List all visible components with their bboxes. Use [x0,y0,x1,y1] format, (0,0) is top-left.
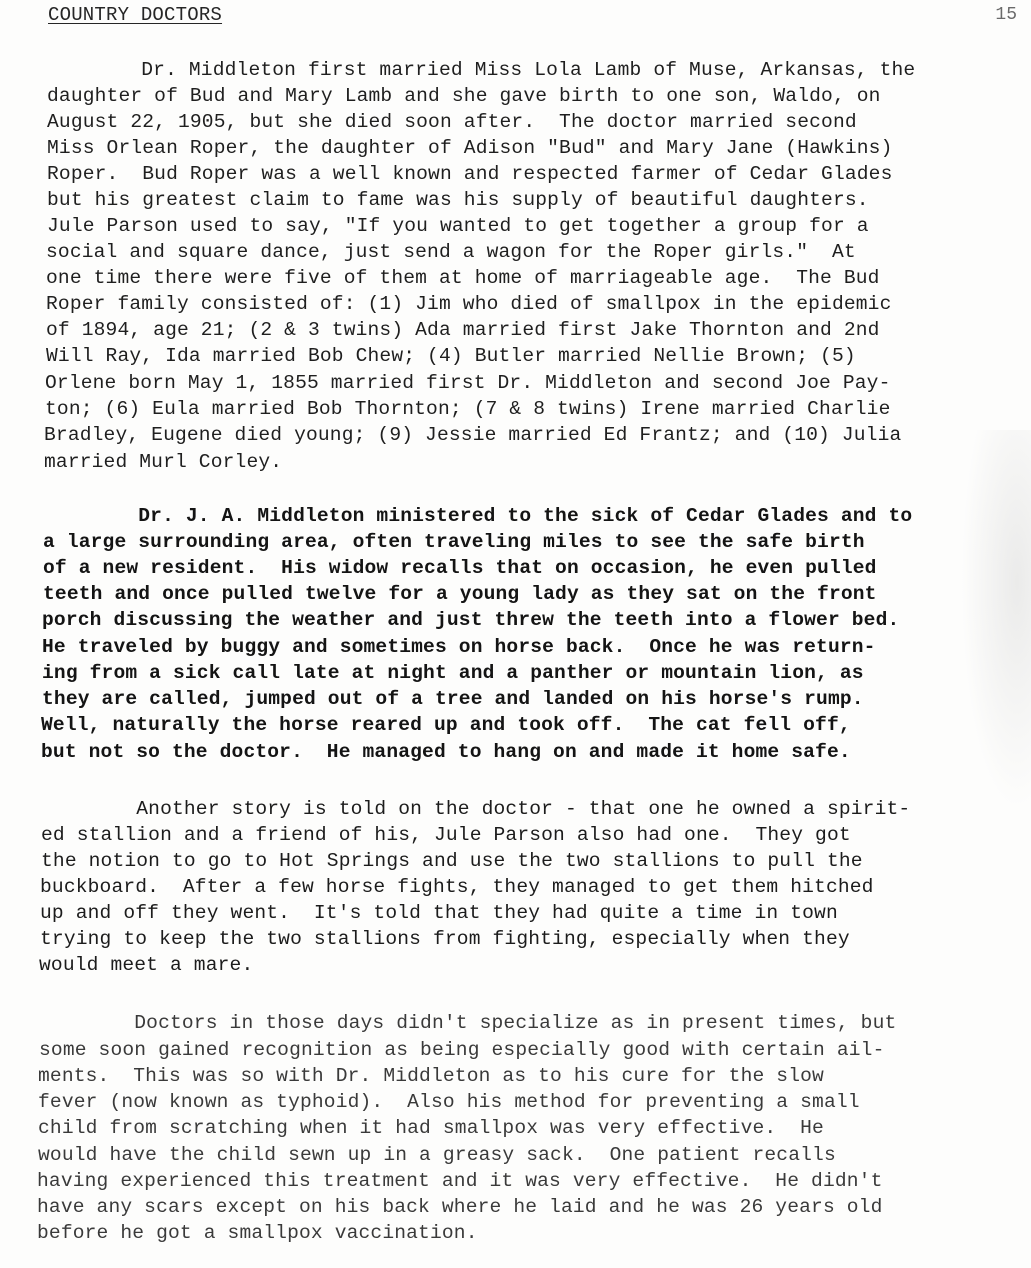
text-line: Doctors in those days didn't specialize as in present times, but [39,1012,897,1034]
text-line: but not so the doctor. He managed to hang on and made it home safe. [41,741,851,763]
text-line: Orlene born May 1, 1855 married first Dr. Middleton and second Joe Pay- [45,372,891,394]
text-line: they are called, jumped out of a tree and landed on his horse's rump. [42,688,864,710]
page-number: 15 [995,5,1017,25]
text-line: would meet a mare. [39,954,254,976]
text-line: married Murl Corley. [44,451,283,473]
text-line: but his greatest claim to fame was his supply of beautiful daughters. [47,189,869,211]
text-line: Bradley, Eugene died young; (9) Jessie married Ed Frantz; and (10) Julia [44,424,902,446]
text-line: social and square dance, just send a wagon for the Roper girls." At [46,241,856,263]
text-line: teeth and once pulled twelve for a young lady as they sat on the front [43,583,877,605]
text-line: before he got a smallpox vaccination. [37,1222,478,1244]
text-line: daughter of Bud and Mary Lamb and she gave birth to one son, Waldo, on [47,85,881,107]
text-line: Will Ray, Ida married Bob Chew; (4) Butler married Nellie Brown; (5) [46,345,856,367]
text-line: August 22, 1905, but she died soon after. The doctor married second [47,111,857,133]
photocopy-smudge [961,430,1031,810]
text-line: of 1894, age 21; (2 & 3 twins) Ada married first Jake Thornton and 2nd [46,319,880,341]
text-line: Roper. Bud Roper was a well known and respected farmer of Cedar Glades [47,163,893,185]
text-line: Well, naturally the horse reared up and took off. The cat fell off, [41,714,851,736]
text-line: Jule Parson used to say, "If you wanted to get together a group for a [47,215,869,237]
text-line: have any scars except on his back where he laid and he was 26 years old [37,1196,883,1218]
text-line: Roper family consisted of: (1) Jim who died of smallpox in the epidemic [46,293,892,315]
text-line: having experienced this treatment and it was very effective. He didn't [37,1170,883,1192]
text-line: Dr. J. A. Middleton ministered to the sick of Cedar Glades and to [43,505,913,527]
text-line: Another story is told on the doctor - that one he owned a spirit- [41,798,911,820]
text-line: trying to keep the two stallions from fighting, especially when they [40,928,850,950]
text-line: porch discussing the weather and just threw the teeth into a flower bed. [42,609,900,631]
text-line: Miss Orlean Roper, the daughter of Adison "Bud" and Mary Jane (Hawkins) [47,137,893,159]
text-line: ed stallion and a friend of his, Jule Parson also had one. They got [41,824,851,846]
text-line: He traveled by buggy and sometimes on horse back. Once he was return- [42,636,876,658]
text-line: ton; (6) Eula married Bob Thornton; (7 & 8 twins) Irene married Charlie [45,398,891,420]
text-line: one time there were five of them at home of marriageable age. The Bud [46,267,880,289]
text-line: buckboard. After a few horse fights, they managed to get them hitched [40,876,874,898]
text-line: the notion to go to Hot Springs and use the two stallions to pull the [41,850,863,872]
text-line: ments. This was so with Dr. Middleton as to his cure for the slow [38,1065,824,1087]
text-line: ing from a sick call late at night and a panther or mountain lion, as [42,662,864,684]
text-line: fever (now known as typhoid). Also his method for preventing a small [38,1091,860,1113]
text-line: would have the child sewn up in a greasy sack. One patient recalls [38,1144,836,1166]
text-line: a large surrounding area, often traveling miles to see the safe birth [43,531,865,553]
text-line: some soon gained recognition as being especially good with certain ail- [39,1039,885,1061]
document-header: COUNTRY DOCTORS [48,4,223,26]
text-line: up and off they went. It's told that they had quite a time in town [40,902,838,924]
text-line: child from scratching when it had smallpox was very effective. He [38,1117,824,1139]
text-line: Dr. Middleton first married Miss Lola Lamb of Muse, Arkansas, the [46,59,916,81]
text-line: of a new resident. His widow recalls that on occasion, he even pulled [43,557,877,579]
